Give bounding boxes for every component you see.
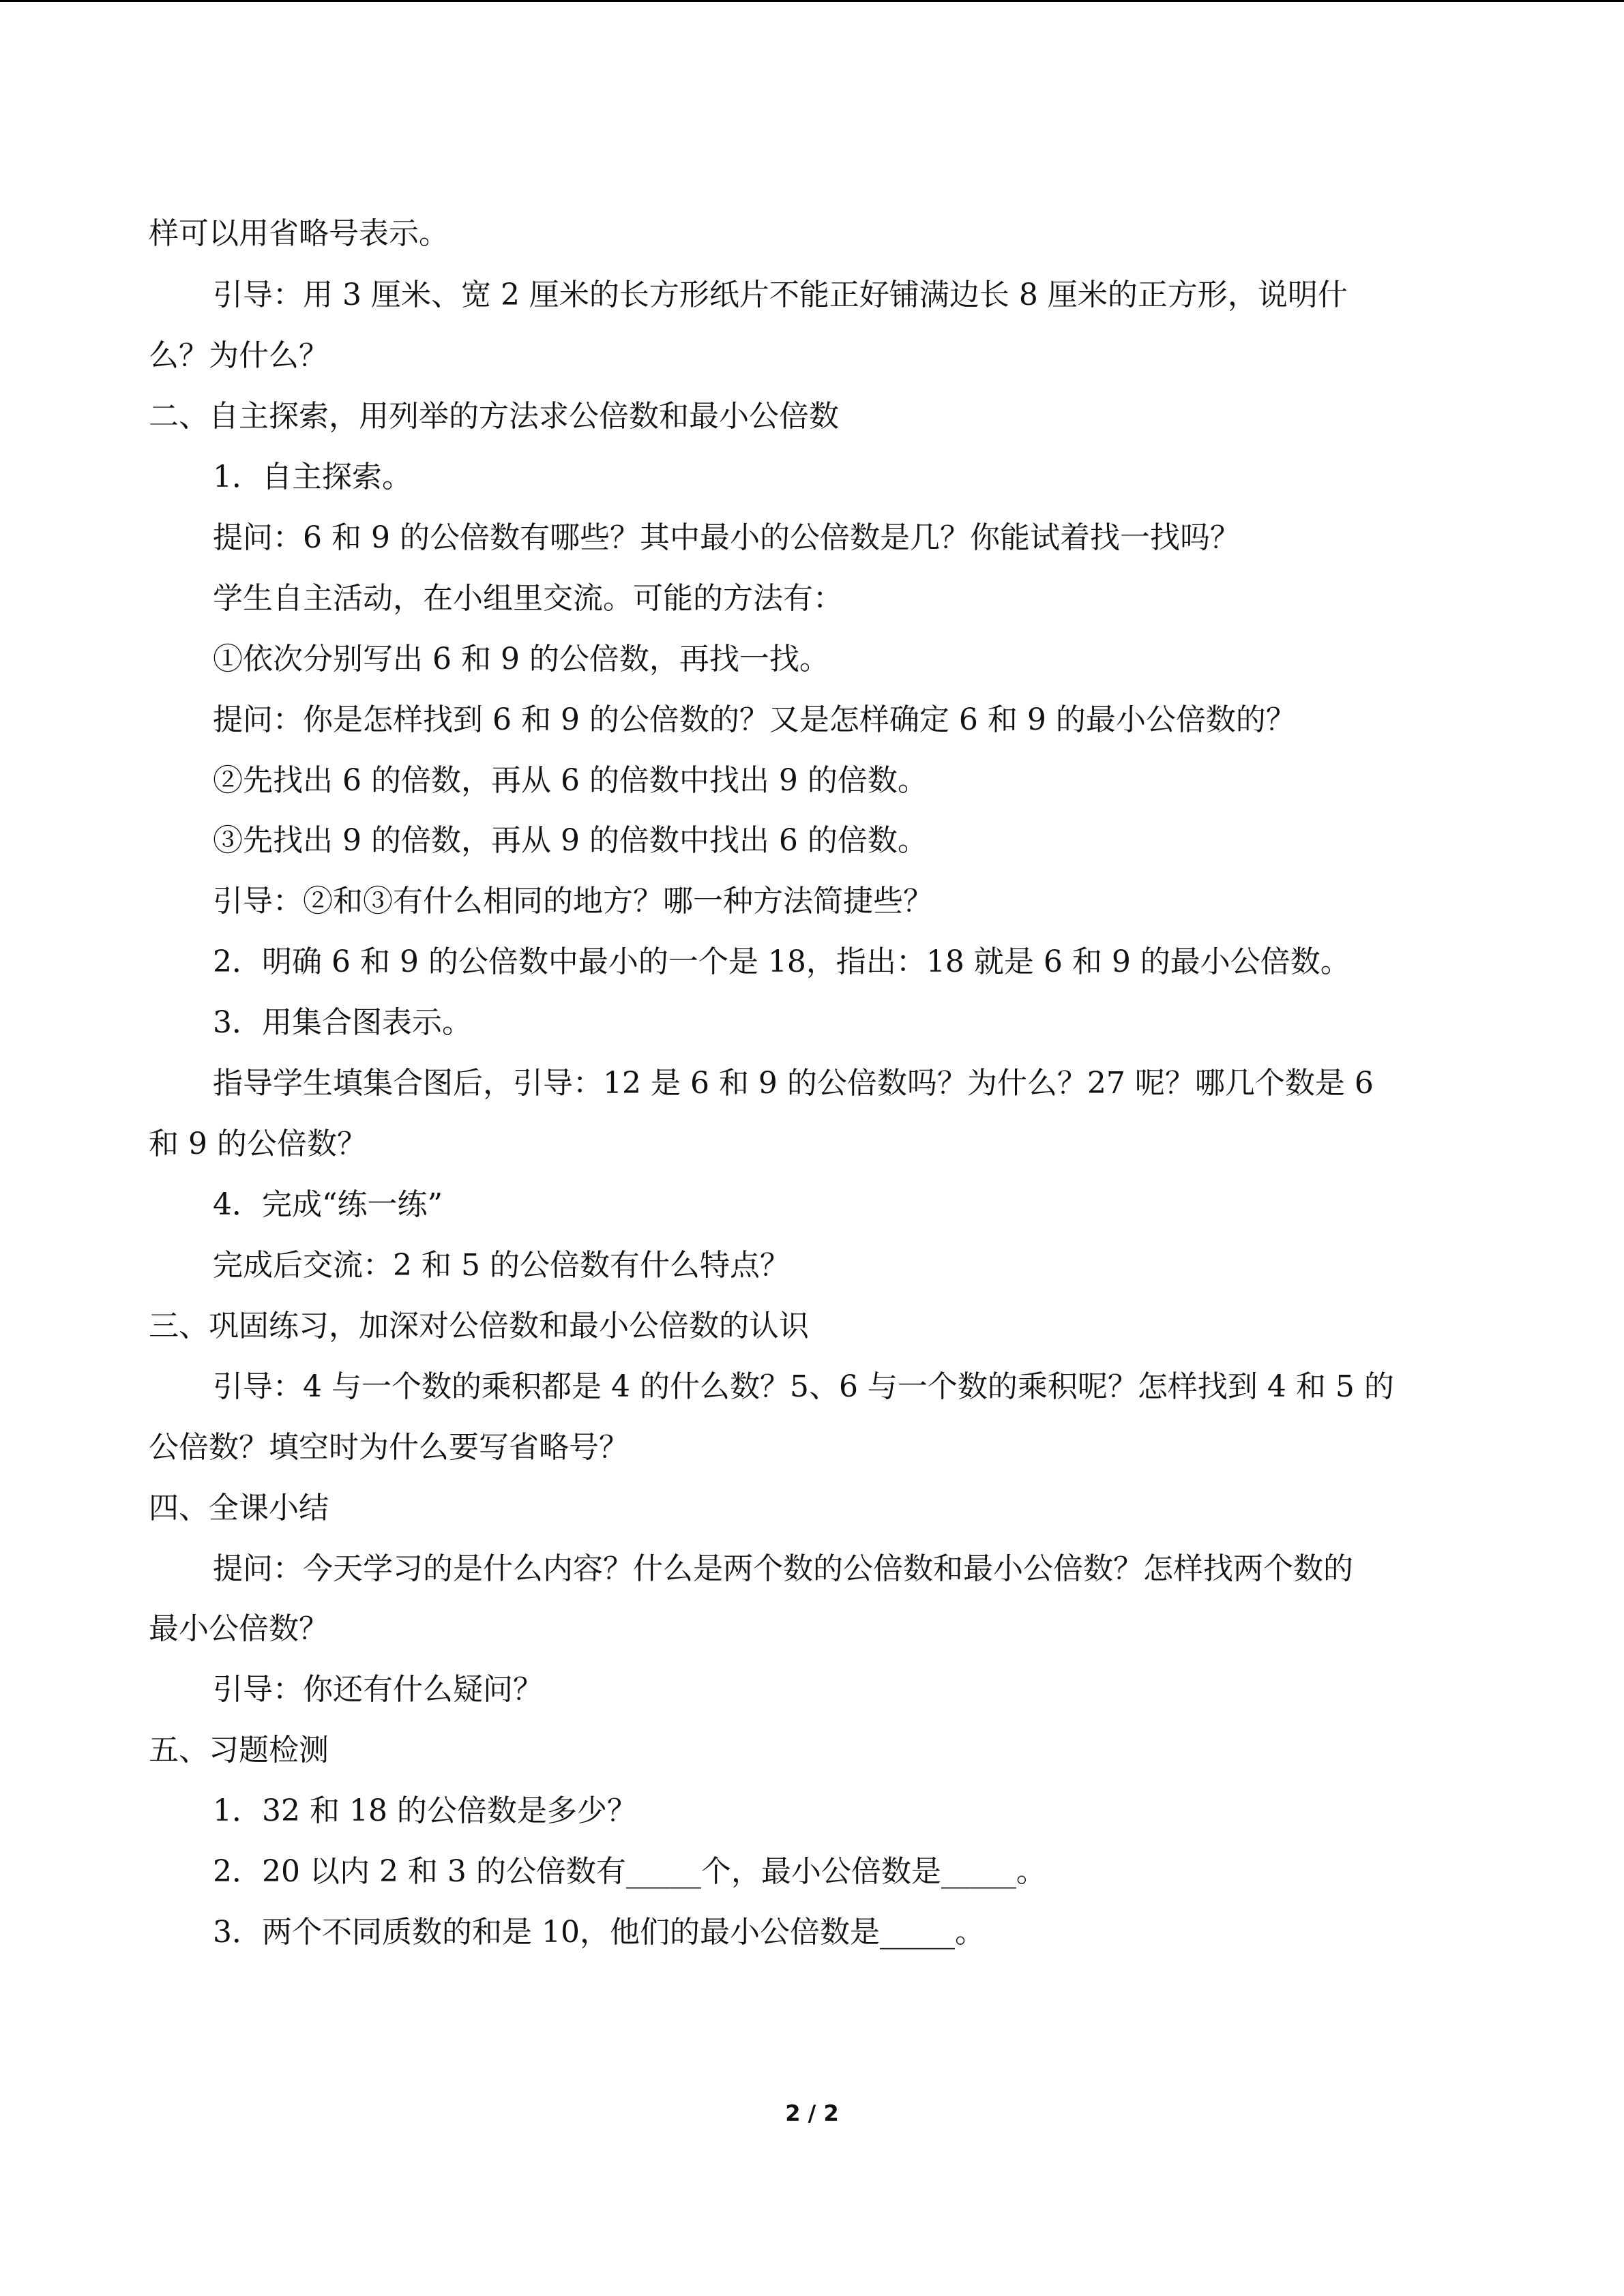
text-line: 3．两个不同质数的和是 10，他们的最小公倍数是_____。 xyxy=(213,1915,985,1950)
text-line: 引导：②和③有什么相同的地方？哪一种方法简捷些？ xyxy=(213,884,933,919)
text-line: 提问：今天学习的是什么内容？什么是两个数的公倍数和最小公倍数？怎样找两个数的 xyxy=(213,1551,1353,1586)
text-line: 引导：你还有什么疑问？ xyxy=(213,1672,543,1707)
text-line: 公倍数？填空时为什么要写省略号？ xyxy=(149,1430,629,1465)
text-line: 么？为什么？ xyxy=(149,338,329,373)
text-line: ①依次分别写出 6 和 9 的公倍数，再找一找。 xyxy=(213,642,829,676)
section-heading: 四、全课小结 xyxy=(149,1491,329,1525)
section-heading: 二、自主探索，用列举的方法求公倍数和最小公倍数 xyxy=(149,399,839,434)
text-line: 最小公倍数？ xyxy=(149,1611,329,1646)
text-line: 提问：6 和 9 的公倍数有哪些？其中最小的公倍数是几？你能试着找一找吗？ xyxy=(213,520,1240,555)
text-line: 引导：用 3 厘米、宽 2 厘米的长方形纸片不能正好铺满边长 8 厘米的正方形，说明什 xyxy=(213,278,1348,312)
text-line: ③先找出 9 的倍数，再从 9 的倍数中找出 6 的倍数。 xyxy=(213,823,928,858)
text-line: 3．用集合图表示。 xyxy=(213,1005,472,1040)
text-line: 和 9 的公倍数？ xyxy=(149,1127,367,1161)
text-line: 指导学生填集合图后，引导：12 是 6 和 9 的公倍数吗？为什么？27 呢？哪几个数是 6 xyxy=(213,1066,1374,1101)
text-line: 4．完成“练一练” xyxy=(213,1187,443,1222)
text-line: 2．明确 6 和 9 的公倍数中最小的一个是 18，指出：18 就是 6 和 9 的最小公倍数。 xyxy=(213,944,1350,979)
text-line: 1．32 和 18 的公倍数是多少？ xyxy=(213,1793,637,1828)
top-border-line xyxy=(0,0,1624,2)
text-line: 2．20 以内 2 和 3 的公倍数有_____个，最小公倍数是_____。 xyxy=(213,1854,1046,1889)
text-line: ②先找出 6 的倍数，再从 6 的倍数中找出 9 的倍数。 xyxy=(213,763,928,798)
text-line: 1．自主探索。 xyxy=(213,460,412,494)
text-line: 完成后交流：2 和 5 的公倍数有什么特点？ xyxy=(213,1248,790,1283)
text-line: 提问：你是怎样找到 6 和 9 的公倍数的？又是怎样确定 6 和 9 的最小公倍数的？ xyxy=(213,702,1296,737)
text-line: 引导：4 与一个数的乘积都是 4 的什么数？5、6 与一个数的乘积呢？怎样找到 4 和 5 的 xyxy=(213,1369,1394,1404)
text-line: 样可以用省略号表示。 xyxy=(149,216,449,251)
text-line: 学生自主活动，在小组里交流。可能的方法有： xyxy=(213,581,843,616)
section-heading: 五、习题检测 xyxy=(149,1733,329,1768)
section-heading: 三、巩固练习，加深对公倍数和最小公倍数的认识 xyxy=(149,1309,809,1343)
page-number: 2 / 2 xyxy=(785,2100,839,2126)
